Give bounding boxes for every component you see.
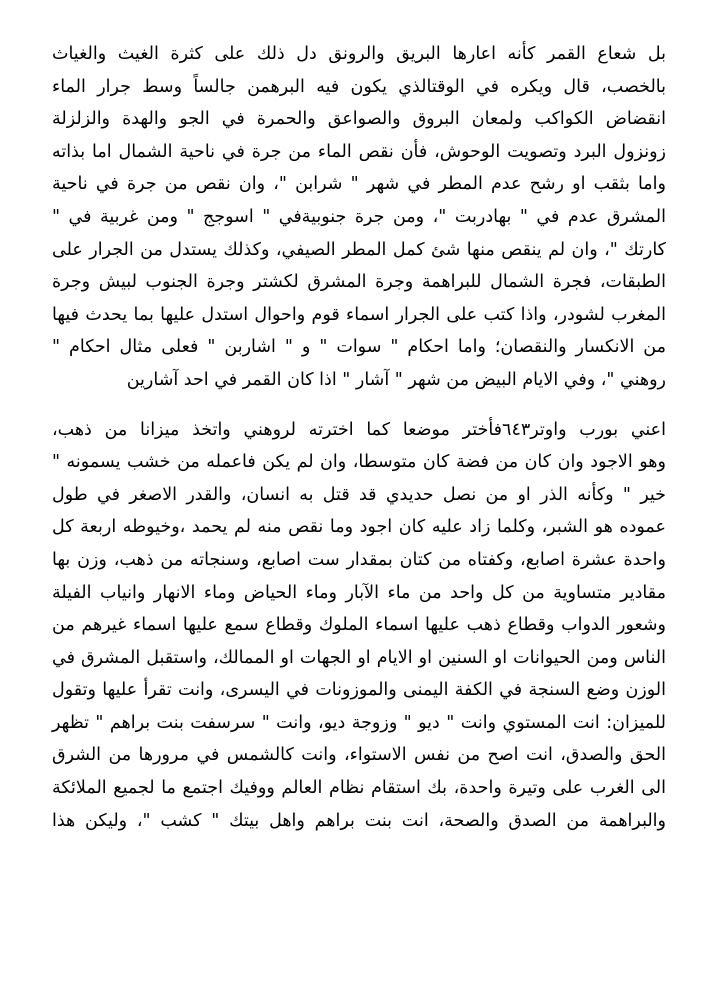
paragraph-gap [52,397,666,414]
text-line: المغرب لشودر، واذا كتب على الجرار اسماء قوم واحوال استدل عليها بما يحدث فيها [52,304,666,325]
text-line: المشرق عدم في " بهادربت "، ومن جرة جنوبيةفي " اسوجج " ومن غربية في " [52,206,666,227]
text-line: الوزن وضع السنجة في الكفة اليمنى والموزونات في اليسرى، وانت تقرأ عليها وتقول [52,680,666,701]
text-line: واما بثقب او رشح عدم المطر في شهر " شرابن "، وان نقص من جرة في ناحية [52,174,666,195]
text-line: روهني "، وفي الايام البيض من شهر " آشار " اذا كان القمر في احد آشارين [126,369,666,390]
text-line: من الانكسار والنقصان؛ واما احكام " سوات " و " اشاربن " فعلى مثال احكام " [52,337,666,358]
text-line: للميزان: انت المستوي وانت " ديو " وزوجة ديو، وانت " سرسفت بنت براهم " تظهر [52,712,666,733]
text-line: عموده هو الشبر، وكلما زاد عليه كان اجود وما نقص منه لم يحمد ،وخيوطه اربعة كل [52,517,666,538]
text-line: انقضاض الكواكب ولمعان البروق والصواعق والحمرة في الجو والهدة والزلزلة [52,109,666,130]
text-line: وشعور الدواب وقطاع ذهب عليها اسماء الملوك وقطاع سمع عليها اسماء غيرهم من [52,615,666,636]
paragraph-1 [52,38,666,397]
text-line: الى الغرب على وتيرة واحدة، بك استقام نظام العالم ووفيك اجتمع ما لجميع الملائكة [52,778,666,799]
text-line: بل شعاع القمر كأنه اعارها البريق والرونق دل ذلك على كثرة الغيث والغياث [52,44,666,64]
text-line: خير " وكأنه الذر او من نصل حديدي قد قتل به انسان، والقدر الاصغر في طول [52,484,666,505]
text-line: الطبقات، فجرة الشمال للبراهمة وجرة المشرق لكشتر وجرة الجنوب لبيش وجرة [52,272,666,293]
text-line: والبراهمة من الصدق والصحة، انت بنت براهم واهل بيتك " كشب "، وليكن هذا [52,810,666,831]
document-page [52,38,666,837]
text-line: الناس ومن الحيوانات او السنين او الايام او الجهات او الممالك، واستقبل المشرق في [52,647,666,668]
text-line: بالخصب، قال ويكره في الوقتالذي يكون فيه البرهمن جالساً وسط جرار الماء [52,76,666,97]
text-line: اعني بورب واوتر٦٤٣فأختر موضعا كما اخترته لروهني واتخذ ميزانا من ذهب، [52,419,666,440]
text-line: مقادير متساوية من كل واحد من ماء الآبار وماء الحياض وماء الانهار وانياب الفيلة [52,582,666,603]
text-line: وهو الاجود وان كان من فضة كان متوسطا، وان لم يكن فاعمله من خشب يسمونه " [52,452,666,473]
text-line: الحق والصدق، انت اصح من نفس الاستواء، وانت كالشمس في مرورها من الشرق [52,745,666,766]
text-line: كارتك "، وان لم ينقص منها شئ كمل المطر الصيفي، وكذلك يستدل من الجرار على [52,239,666,260]
paragraph-2 [52,414,666,838]
text-line: واحدة عشرة اصابع، وكفتاه من كتان بمقدار ست اصابع، وسنجاته من ذهب، وزن بها [52,549,666,570]
text-line: زونزول البرد وتصويت الوحوش، فأن نقص الماء من جرة في ناحية الشمال اما بذاته [52,141,666,162]
